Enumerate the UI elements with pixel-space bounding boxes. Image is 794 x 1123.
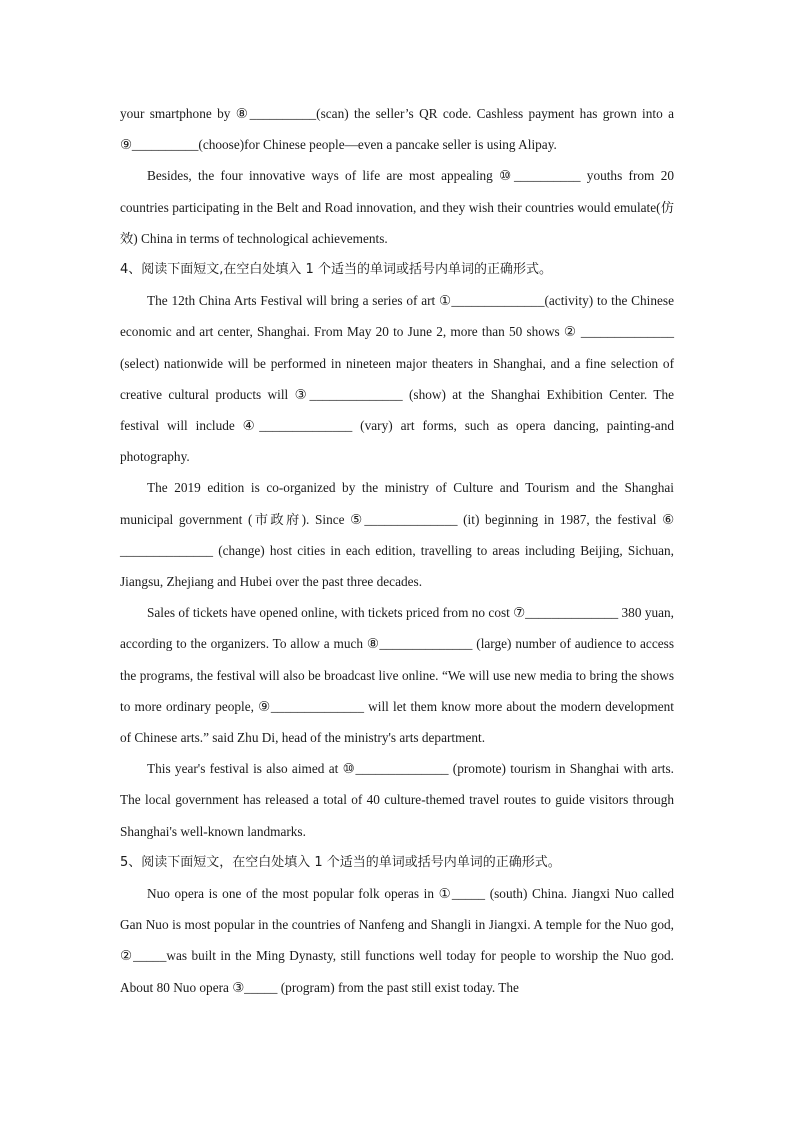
paragraph-6: This year's festival is also aimed at ⑩______________ (promote) tourism in Shanghai with arts. The local government has released a total of 40 culture-themed travel routes to guide visitors through Shanghai's well-known landmarks. — [120, 761, 674, 839]
paragraph-1: your smartphone by ⑧__________(scan) the seller’s QR code. Cashless payment has grown into a ⑨__________(choose)for Chinese people—even a pancake seller is using Alipay. — [120, 106, 674, 153]
paragraph-4: The 2019 edition is co-organized by the ministry of Culture and Tourism and the Shanghai municipal government (市政府). Since ⑤______________ (it) beginning in 1987, the festival ⑥ ______________ (change) host cities in each edition, travelling to areas including Beijing, Sichuan, Jiangsu, Zhejiang and Hubei over the past three decades. — [120, 480, 674, 590]
document-body — [120, 98, 674, 1003]
paragraph-7: Nuo opera is one of the most popular folk operas in ①_____ (south) China. Jiangxi Nuo called Gan Nuo is most popular in the countries of Nanfeng and Shangli in Jiangxi. A temple for the Nuo god, ②_____was built in the Ming Dynasty, still functions well today for people to worship the Nuo god. About 80 Nuo opera ③_____ (program) from the past still exist today. The — [120, 886, 674, 995]
paragraph-5: Sales of tickets have opened online, with tickets priced from no cost ⑦______________ 380 yuan, according to the organizers. To allow a much ⑧______________ (large) number of audience to access the programs, the festival will also be broadcast live online. “We will use new media to bring the shows to more ordinary people, ⑨______________ will let them know more about the modern development of Chinese arts.” said Zhu Di, head of the ministry's arts department. — [120, 605, 674, 746]
paragraph-3: The 12th China Arts Festival will bring a series of art ①______________(activity) to the Chinese economic and art center, Shanghai. From May 20 to June 2, more than 50 shows ② ______________ (select) nationwide will be performed in nineteen major theaters in Shanghai, and a fine selection of creative cultural products will ③______________ (show) at the Shanghai Exhibition Center. The festival will include ④______________ (vary) art forms, such as opera dancing, painting-and photography. — [120, 293, 674, 465]
section-4-heading: 4、阅读下面短文,在空白处填入 1 个适当的单词或括号内单词的正确形式。 — [120, 262, 552, 278]
paragraph-2: Besides, the four innovative ways of life are most appealing ⑩__________ youths from 20 countries participating in the Belt and Road innovation, and they wish their countries would emulate(仿效) China in terms of technological achievements. — [120, 168, 674, 246]
section-5-heading: 5、阅读下面短文，在空白处填入 1 个适当的单词或括号内单词的正确形式。 — [120, 854, 561, 870]
